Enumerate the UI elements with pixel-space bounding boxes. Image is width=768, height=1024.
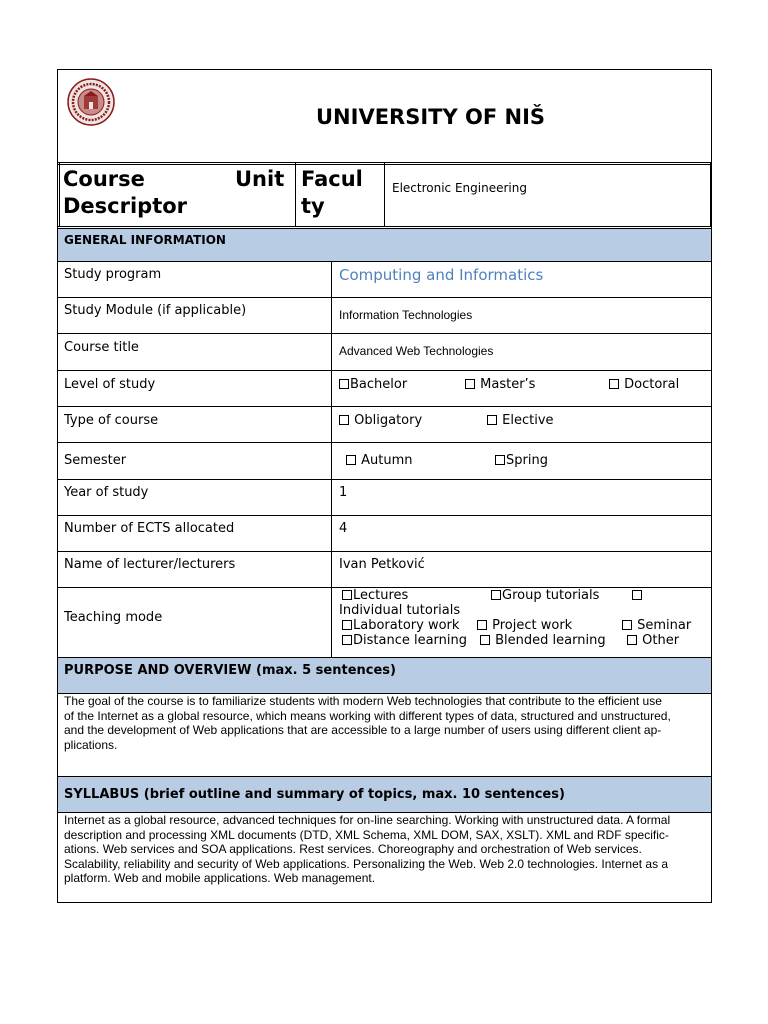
course-label: Course — [63, 167, 145, 191]
option-label: Distance learning — [353, 633, 468, 648]
row-line — [57, 551, 712, 552]
teaching-group-tutorials-checkbox[interactable] — [491, 588, 599, 603]
checkbox-icon — [346, 455, 356, 465]
syllabus-line: Internet as a global resource, advanced techniques for on-line searching. Working with unstructured data. A formal — [64, 813, 671, 827]
checkbox-icon — [477, 620, 487, 630]
descriptor-left-border — [59, 163, 60, 227]
type-obligatory-checkbox[interactable] — [339, 413, 422, 429]
teaching-seminar-checkbox[interactable] — [622, 618, 691, 633]
faculty-label-line2: ty — [301, 194, 325, 218]
option-label: Seminar — [637, 618, 692, 633]
checkbox-icon — [465, 379, 475, 389]
option-label: Master’s — [480, 377, 536, 392]
syllabus-line: platform. Web and mobile applications. Web management. — [64, 871, 376, 885]
option-label: Laboratory work — [353, 618, 460, 633]
faculty-label-line1: Facul — [301, 167, 363, 191]
level-bachelor-checkbox[interactable] — [339, 377, 407, 393]
general-col-divider — [331, 261, 332, 657]
syllabus-line: Scalability, reliability and security of Web applications. Personalizing the Web. Web 2.0 technologies. Internet as a — [64, 856, 669, 871]
study-module-label: Study Module (if applicable) — [64, 303, 247, 318]
ects-label: Number of ECTS allocated — [64, 521, 235, 536]
row-line — [57, 442, 712, 443]
row-line — [57, 515, 712, 516]
checkbox-icon — [342, 590, 352, 600]
purpose-line: of the Internet as a global resource, which means working with different types of data, structured and unstructured, — [64, 708, 671, 723]
year-of-study-value: 1 — [339, 485, 348, 500]
checkbox-icon — [342, 620, 352, 630]
teaching-individual-tutorials-label: Individual tutorials — [339, 603, 461, 618]
purpose-heading: PURPOSE AND OVERVIEW (max. 5 sentences) — [64, 663, 396, 678]
purpose-text — [64, 694, 714, 752]
study-program-label: Study program — [64, 267, 162, 282]
option-label: Lectures — [353, 588, 409, 603]
option-label: Autumn — [361, 453, 413, 468]
study-module-value: Information Technologies — [339, 308, 473, 322]
teaching-blended-learning-checkbox[interactable] — [480, 633, 606, 648]
teaching-distance-learning-checkbox[interactable] — [342, 633, 467, 648]
type-elective-checkbox[interactable] — [487, 413, 554, 429]
teaching-mode-label: Teaching mode — [64, 610, 163, 625]
row-line — [57, 333, 712, 334]
level-of-study-label: Level of study — [64, 377, 156, 392]
teaching-laboratory-work-checkbox[interactable] — [342, 618, 459, 633]
checkbox-icon — [339, 379, 349, 389]
lecturer-label: Name of lecturer/lecturers — [64, 557, 236, 572]
option-label: Spring — [506, 453, 548, 468]
syllabus-heading: SYLLABUS (brief outline and summary of topics, max. 10 sentences) — [64, 787, 565, 802]
option-label: Project work — [492, 618, 573, 633]
row-line — [57, 657, 712, 658]
checkbox-icon — [609, 379, 619, 389]
option-label: Group tutorials — [502, 588, 600, 603]
type-of-course-label: Type of course — [64, 413, 159, 428]
syllabus-text — [64, 813, 714, 886]
descriptor-col-divider-1 — [295, 163, 296, 227]
row-line — [57, 479, 712, 480]
year-of-study-label: Year of study — [64, 485, 149, 500]
checkbox-icon — [632, 590, 642, 600]
row-line — [57, 297, 712, 298]
teaching-lectures-checkbox[interactable] — [342, 588, 408, 603]
course-title-label: Course title — [64, 340, 139, 355]
checkbox-icon — [491, 590, 501, 600]
row-line — [57, 370, 712, 371]
semester-label: Semester — [64, 453, 127, 468]
checkbox-icon — [480, 635, 490, 645]
checkbox-icon — [495, 455, 505, 465]
semester-spring-checkbox[interactable] — [495, 453, 548, 469]
checkbox-icon — [627, 635, 637, 645]
general-info-heading: GENERAL INFORMATION — [64, 233, 226, 247]
faculty-value: Electronic Engineering — [392, 181, 527, 195]
checkbox-icon — [339, 415, 349, 425]
course-title-value: Advanced Web Technologies — [339, 344, 494, 358]
option-label: Other — [642, 633, 680, 648]
option-label: Bachelor — [350, 377, 408, 392]
purpose-line: plications. — [64, 737, 118, 752]
option-label: Doctoral — [624, 377, 680, 392]
semester-autumn-checkbox[interactable] — [346, 453, 413, 469]
study-program-value: Computing and Informatics — [339, 266, 544, 284]
teaching-individual-tutorials-checkbox[interactable] — [632, 588, 643, 603]
university-seal-icon — [67, 78, 115, 126]
checkbox-icon — [342, 635, 352, 645]
row-line — [57, 776, 712, 777]
option-label: Obligatory — [354, 413, 423, 428]
descriptor-right-border — [710, 163, 711, 227]
syllabus-line: description and processing XML documents (DTD, XML Schema, XML DOM, SAX, XSLT). XML and RDF specific- — [64, 827, 669, 842]
university-title: UNIVERSITY OF NIŠ — [316, 105, 546, 129]
option-label: Blended learning — [495, 633, 606, 648]
lecturer-value: Ivan Petković — [339, 557, 425, 572]
teaching-project-work-checkbox[interactable] — [477, 618, 572, 633]
unit-label: Unit — [235, 167, 285, 191]
option-label: Elective — [502, 413, 554, 428]
purpose-line: The goal of the course is to familiarize students with modern Web technologies that contribute to the efficient use — [64, 694, 662, 708]
descriptor-col-divider-2 — [384, 163, 385, 227]
ects-value: 4 — [339, 521, 348, 536]
row-line — [57, 261, 712, 262]
descriptor-label: Descriptor — [63, 194, 188, 218]
checkbox-icon — [622, 620, 632, 630]
syllabus-line: ations. Web services and SOA applications. Rest services. Choreography and orchestration of Web services. — [64, 842, 642, 856]
purpose-line: and the development of Web applications that are accessible to a large number of users using different client ap- — [64, 723, 662, 737]
row-line — [57, 406, 712, 407]
level-masters-checkbox[interactable] — [465, 377, 535, 393]
teaching-other-checkbox[interactable] — [627, 633, 679, 648]
checkbox-icon — [487, 415, 497, 425]
level-doctoral-checkbox[interactable] — [609, 377, 679, 393]
